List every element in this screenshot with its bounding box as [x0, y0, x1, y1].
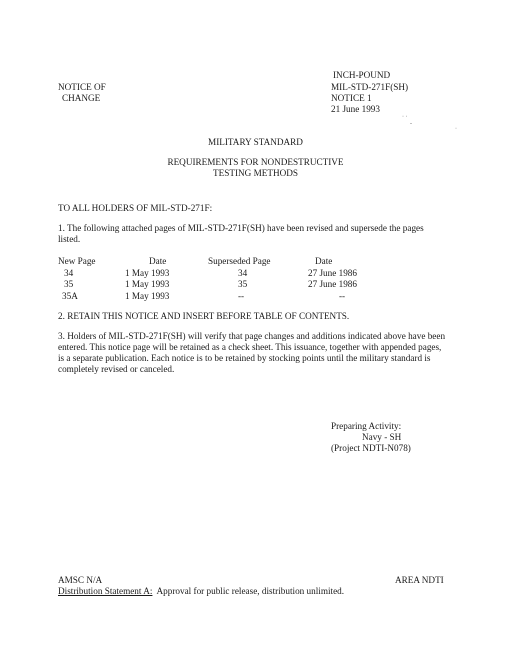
- column-header-superseded-page: Superseded Page: [208, 256, 271, 266]
- paragraph-3: 3. Holders of MIL-STD-271F(SH) will verify that page changes and additions indicated above have been entered. This notice page will be retained as a check sheet. This issuance, together with appended pages, is a separate publication. Each notice is to be retained by stocking points until the military standard is completely revised or canceled.: [58, 331, 446, 374]
- paragraph-2: 2. RETAIN THIS NOTICE AND INSERT BEFORE TABLE OF CONTENTS.: [58, 311, 350, 321]
- distribution-statement: [58, 586, 344, 597]
- table-cell: 27 June 1986: [308, 279, 357, 289]
- table-cell: --: [339, 290, 346, 301]
- preparing-activity-agency: Navy - SH: [362, 432, 402, 442]
- table-cell: 27 June 1986: [308, 267, 357, 278]
- change-line: CHANGE: [62, 93, 101, 103]
- column-header-date: Date: [149, 256, 167, 266]
- document-title-line2: TESTING METHODS: [213, 168, 298, 178]
- amsc-label: AMSC N/A: [58, 575, 103, 585]
- scan-speck: -: [410, 121, 412, 127]
- standard-type-heading: MILITARY STANDARD: [208, 137, 303, 147]
- document-title-line1: REQUIREMENTS FOR NONDESTRUCTIVE: [167, 157, 344, 167]
- notice-date: 21 June 1993: [331, 104, 380, 114]
- area-label: AREA NDTI: [395, 575, 444, 585]
- table-cell: 34: [238, 267, 248, 278]
- salutation: TO ALL HOLDERS OF MIL-STD-271F:: [58, 203, 213, 213]
- scan-speck: ·: [455, 126, 457, 132]
- table-cell: 1 May 1993: [125, 279, 170, 289]
- column-header-superseded-date: Date: [315, 256, 333, 266]
- inch-pound-label: INCH-POUND: [333, 70, 391, 80]
- notice-number: NOTICE 1: [331, 93, 372, 103]
- document-number: MIL-STD-271F(SH): [331, 82, 409, 92]
- table-cell: 35A: [62, 290, 78, 301]
- table-cell: 34: [64, 267, 74, 278]
- table-cell: 1 May 1993: [125, 267, 170, 278]
- preparing-activity-label: Preparing Activity:: [331, 421, 402, 431]
- table-cell: 1 May 1993: [125, 290, 170, 301]
- scan-speck: · ·: [402, 114, 408, 120]
- paragraph-1: 1. The following attached pages of MIL-STD-271F(SH) have been revised and supersede the pages listed.: [58, 223, 424, 244]
- distribution-statement-text: Approval for public release, distribution unlimited.: [152, 586, 345, 596]
- table-cell: 35: [64, 279, 74, 289]
- distribution-statement-label: Distribution Statement A:: [58, 586, 153, 596]
- notice-of-line: NOTICE OF: [58, 82, 106, 92]
- table-cell: --: [238, 290, 245, 301]
- table-cell: 35: [238, 279, 248, 289]
- project-number: (Project NDTI-N078): [331, 443, 411, 453]
- column-header-new-page: New Page: [58, 256, 96, 266]
